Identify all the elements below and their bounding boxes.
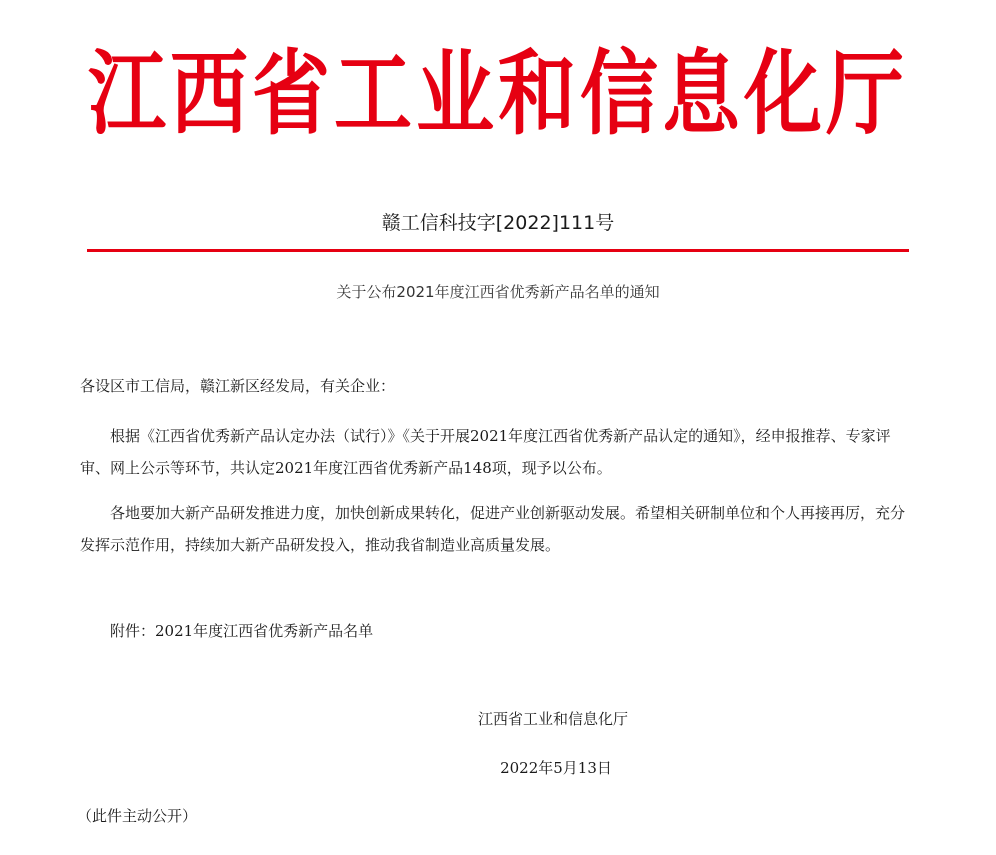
red-divider-line	[87, 249, 909, 252]
disclosure-note: （此件主动公开）	[77, 807, 198, 825]
signature-organization: 江西省工业和信息化厅	[477, 710, 628, 728]
body-paragraph-1: 根据《江西省优秀新产品认定办法（试行）》《关于开展2021年度江西省优秀新产品认定的通知》，经申报推荐、专家评审、网上公示等环节，共认定2021年度江西省优秀新产品148项，现予以公布。	[80, 427, 891, 477]
body-paragraph-2: 各地要加大新产品研发推进力度，加快创新成果转化，促进产业创新驱动发展。希望相关研制单位和个人再接再厉，充分发挥示范作用，持续加大新产品研发投入，推动我省制造业高质量发展。	[80, 504, 906, 554]
attachment-link[interactable]: 附件：2021年度江西省优秀新产品名单	[110, 622, 374, 640]
signature-date: 2022年5月13日	[500, 759, 612, 777]
notice-title: 关于公布2021年度江西省优秀新产品名单的通知	[336, 283, 660, 301]
document-number: 赣工信科技字[2022]111号	[381, 212, 615, 234]
masthead-org-name: 江西省工业和信息化厅	[87, 40, 908, 149]
salutation: 各设区市工信局，赣江新区经发局，有关企业：	[80, 377, 396, 395]
